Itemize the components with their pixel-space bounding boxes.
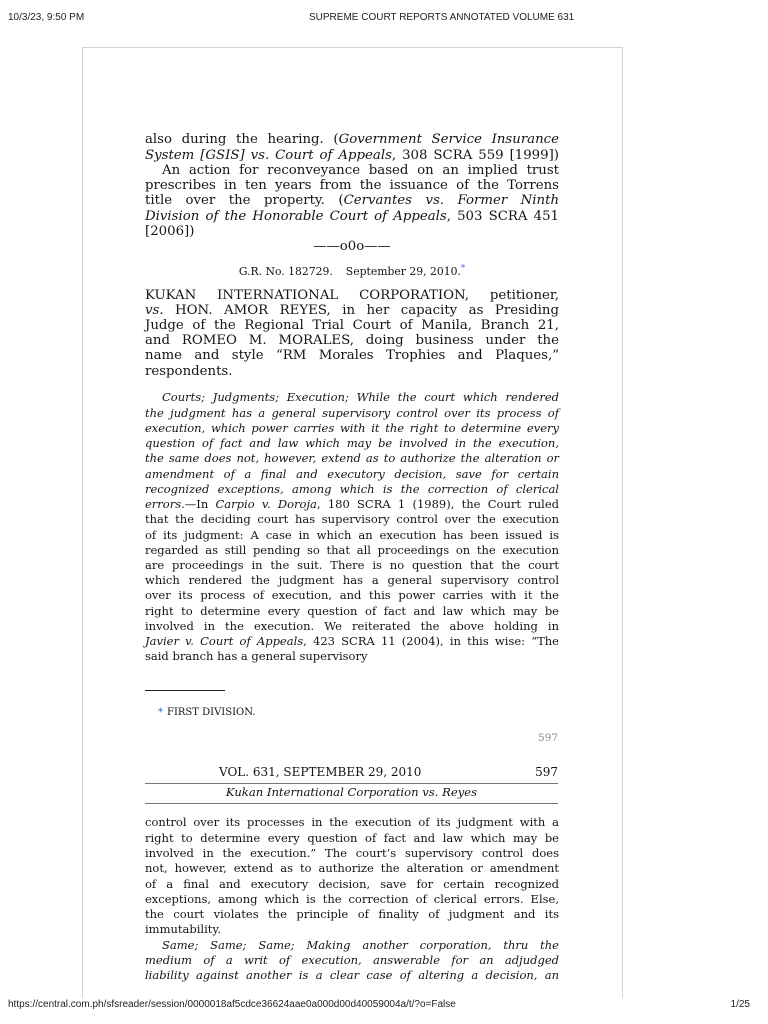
case-separator: ——o0o—— (313, 239, 391, 255)
text-segment: involved in the execution.” The court’s supervisory control does (145, 845, 559, 860)
syllabus-line (145, 467, 559, 482)
text-segment: Judge of the Regional Trial Court of Manila, Branch 21, (145, 317, 559, 333)
italic-citation: Carpio v. Doroja (215, 497, 317, 512)
text-segment: also during the hearing. ( (145, 132, 339, 148)
continuation-line (145, 907, 559, 922)
previous-case-ending (145, 132, 559, 254)
parties-line (145, 288, 559, 303)
print-page-counter: 1/25 (730, 999, 750, 1010)
text-segment: immutability. (145, 922, 222, 937)
syllabus-line (145, 512, 559, 527)
syllabus-line (145, 558, 559, 573)
case-parties (145, 288, 559, 379)
footnote-link[interactable]: * (460, 262, 466, 273)
text-segment: KUKAN INTERNATIONAL CORPORATION, petitioner, (145, 287, 559, 303)
parties-line (145, 303, 559, 318)
footnote (158, 706, 458, 720)
syllabus-line (145, 390, 559, 405)
running-head-case-title: Kukan International Corporation vs. Reyes (225, 785, 478, 799)
text-segment: An action for reconveyance based on an implied trust (162, 162, 559, 178)
text-line (145, 148, 559, 163)
text-segment: involved in the execution. We reiterated the above holding in (145, 618, 559, 633)
syllabus-line (145, 634, 559, 649)
italic-text: Same; Same; Same; Making another corporation, thru the (162, 937, 559, 952)
text-line (145, 209, 559, 224)
italic-citation: Division of the Honorable Court of Appeals (145, 208, 447, 224)
syllabus-line (145, 482, 559, 497)
text-line (145, 224, 559, 239)
text-segment: of a final and executory decision, save for certain recognized (145, 876, 559, 891)
text-segment: are proceedings in the suit. There is no question that the court (145, 557, 559, 572)
print-url: https://central.com.ph/sfsreader/session/0000018af5cdce36624aae0a000d00d40059004a/t/?o=False (8, 999, 456, 1010)
italic-text: vs. (145, 302, 164, 318)
footnote-marker[interactable]: * (158, 707, 163, 718)
print-document-title: SUPREME COURT REPORTS ANNOTATED VOLUME 631 (309, 12, 575, 23)
text-segment: and ROMEO M. MORALES, doing business under the (145, 333, 559, 349)
italic-text: recognized exceptions, among which is the correction of clerical (145, 481, 559, 496)
syllabus-line (145, 528, 559, 543)
text-segment: HON. AMOR REYES, in her capacity as Presiding (163, 302, 559, 318)
syllabus-line (145, 436, 559, 451)
text-line (145, 163, 559, 178)
italic-text: question of fact and law which may be involved in the execution, (145, 436, 559, 451)
text-segment: exceptions, among which is the correction of clerical errors. Else, (145, 891, 559, 906)
continuation-line (145, 861, 559, 876)
italic-citation: Javier v. Court of Appeals (145, 634, 304, 649)
page-number: 597 (537, 732, 558, 744)
continuation-line (145, 968, 559, 983)
continuation-line (145, 938, 559, 953)
continuation-line (145, 922, 559, 937)
footnote-rule (145, 690, 225, 691)
italic-text: execution, which power carries with it the right to determine every (145, 420, 559, 435)
text-line (145, 178, 559, 193)
continuation-line (145, 815, 559, 830)
text-segment: over its process of execution, and this power carries with it the (145, 588, 559, 603)
decision-date: September 29, 2010. (345, 264, 461, 278)
syllabus-line (145, 649, 559, 664)
case-heading (145, 264, 559, 279)
italic-text: medium of a writ of execution, answerable for an adjudged (145, 953, 559, 968)
continuation-line (145, 953, 559, 968)
text-segment: of its judgment: A case in which an execution has been issued is (145, 527, 559, 542)
syllabus-line (145, 588, 559, 603)
text-segment: , 423 SCRA 11 (2004), in this wise: “The (303, 634, 559, 649)
italic-text: the same does not, however, extend as to authorize the alteration or (145, 451, 559, 466)
running-head-page: 597 (535, 765, 558, 779)
continuation-line (145, 831, 559, 846)
parties-line (145, 318, 559, 333)
syllabus-line (145, 543, 559, 558)
italic-text: the judgment has a general supervisory control over its process of (145, 405, 559, 420)
italic-text: liability against another is a clear case of altering a decision, an (145, 968, 559, 983)
syllabus-line (145, 604, 559, 619)
text-segment: —In (184, 497, 216, 512)
italic-text: errors. (145, 497, 185, 512)
continuation-line (145, 846, 559, 861)
text-segment: [2006]) (145, 224, 195, 240)
continuation-line (145, 892, 559, 907)
text-segment: , 308 SCRA 559 [1999]) (391, 147, 559, 163)
syllabus-line (145, 406, 559, 421)
gr-number: G.R. No. 182729. (238, 264, 333, 278)
text-segment: , 180 SCRA 1 (1989), the Court ruled (316, 497, 559, 512)
italic-citation: Cervantes vs. Former Ninth (343, 193, 560, 209)
running-head-rule-bottom (145, 803, 558, 804)
running-head-volume-date: VOL. 631, SEPTEMBER 29, 2010 (219, 765, 422, 779)
text-segment: title over the property. ( (145, 193, 344, 209)
text-segment: said branch has a general supervisory (145, 649, 368, 664)
syllabus (145, 390, 559, 664)
continuation-line (145, 877, 559, 892)
text-segment: control over its processes in the execution of its judgment with a (145, 815, 559, 830)
italic-citation: Government Service Insurance (338, 132, 559, 148)
syllabus-line (145, 573, 559, 588)
italic-text: Courts; Judgments; Execution; While the court which rendered (162, 390, 559, 405)
syllabus-line (145, 451, 559, 466)
text-segment: which rendered the judgment has a general supervisory control (145, 573, 559, 588)
print-datetime: 10/3/23, 9:50 PM (8, 12, 85, 23)
text-segment: the court violates the principle of finality of judgment and its (145, 907, 559, 922)
text-line (145, 193, 559, 208)
parties-line (145, 348, 559, 363)
text-segment: prescribes in ten years from the issuance of the Torrens (145, 178, 559, 194)
italic-citation: System [GSIS] vs. Court of Appeals (145, 147, 392, 163)
text-segment: not, however, extend as to authorize the alteration or amendment (145, 861, 559, 876)
footnote-text: FIRST DIVISION. (167, 707, 256, 718)
text-segment: right to determine every question of fact and law which may be (145, 603, 559, 618)
syllabus-line (145, 421, 559, 436)
continuation-text (145, 815, 559, 983)
parties-line (145, 333, 559, 348)
syllabus-line (145, 497, 559, 512)
text-segment: regarded as still pending so that all proceedings on the execution (145, 542, 559, 557)
parties-line (145, 364, 559, 379)
text-segment: right to determine every question of fact and law which may be (145, 830, 559, 845)
syllabus-line (145, 619, 559, 634)
italic-text: amendment of a final and executory decision, save for certain (145, 466, 559, 481)
text-line (145, 132, 559, 147)
text-segment: name and style “RM Morales Trophies and Plaques,” (145, 348, 559, 364)
text-segment: , 503 SCRA 451 (446, 208, 559, 224)
running-head-rule-top (145, 783, 558, 784)
text-segment: respondents. (145, 363, 233, 379)
text-segment: that the deciding court has supervisory control over the execution (145, 512, 559, 527)
